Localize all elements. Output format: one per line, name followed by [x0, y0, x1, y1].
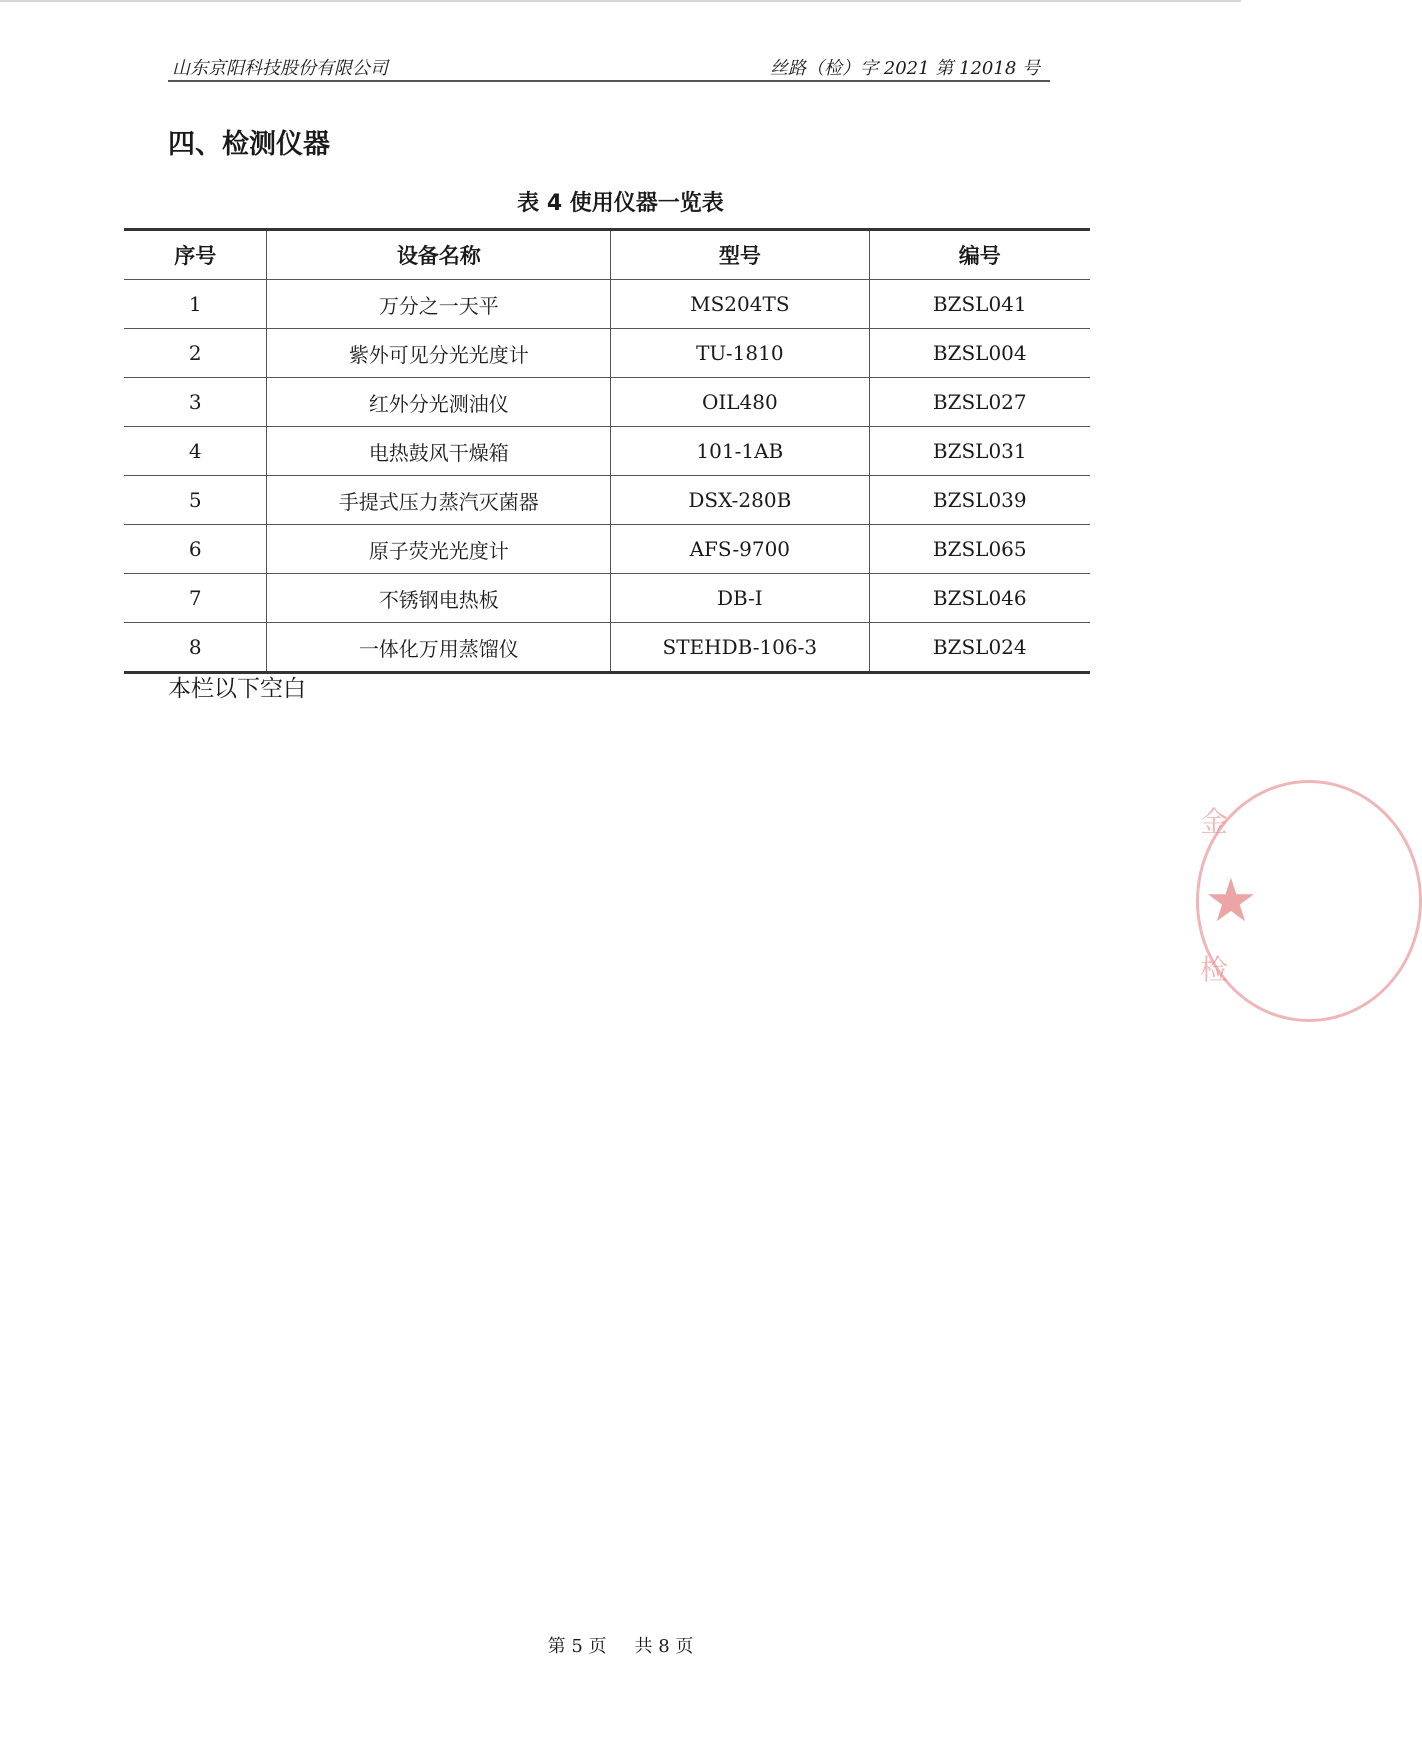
seal-star-icon: ★: [1204, 866, 1258, 936]
table-row: [124, 623, 1090, 673]
instrument-table: [124, 228, 1090, 674]
report-number: 丝路（检）字 2021 第 12018 号: [770, 58, 1040, 79]
cell-model: 101-1AB: [611, 427, 869, 476]
page-total: 共 8 页: [634, 1636, 694, 1657]
table-row: [124, 378, 1090, 427]
cell-code: BZSL024: [869, 623, 1090, 673]
table-caption: 表 4 使用仪器一览表: [517, 191, 724, 216]
cell-device-name: 红外分光测油仪: [267, 378, 611, 427]
cell-model: STEHDB-106-3: [611, 623, 869, 673]
seal-char: 金: [1200, 805, 1229, 838]
cell-seq: 2: [124, 329, 267, 378]
cell-code: BZSL065: [869, 525, 1090, 574]
cell-seq: 8: [124, 623, 267, 673]
cell-device-name: 紫外可见分光光度计: [267, 329, 611, 378]
cell-seq: 5: [124, 476, 267, 525]
table-row: [124, 574, 1090, 623]
header-model: 型号: [611, 230, 869, 280]
table-row: [124, 525, 1090, 574]
cell-device-name: 电热鼓风干燥箱: [267, 427, 611, 476]
seal-char: 检: [1200, 953, 1229, 986]
cell-model: TU-1810: [611, 329, 869, 378]
cell-device-name: 一体化万用蒸馏仪: [267, 623, 611, 673]
page-header: [168, 50, 1050, 82]
cell-model: OIL480: [611, 378, 869, 427]
table-header-row: [124, 230, 1090, 280]
page-footer: [0, 1632, 1241, 1658]
cell-code: BZSL004: [869, 329, 1090, 378]
table-row: [124, 329, 1090, 378]
cell-device-name: 不锈钢电热板: [267, 574, 611, 623]
cell-device-name: 原子荧光光度计: [267, 525, 611, 574]
cell-seq: 3: [124, 378, 267, 427]
cell-code: BZSL039: [869, 476, 1090, 525]
header-seq: 序号: [124, 230, 267, 280]
cell-code: BZSL031: [869, 427, 1090, 476]
official-seal: [1192, 780, 1258, 1020]
cell-model: DB-I: [611, 574, 869, 623]
cell-code: BZSL046: [869, 574, 1090, 623]
company-name: 山东京阳科技股份有限公司: [172, 58, 388, 79]
section-title: 四、检测仪器: [168, 129, 330, 160]
page-number: 第 5 页: [547, 1636, 607, 1657]
cell-seq: 1: [124, 280, 267, 329]
blank-below-note: 本栏以下空白: [168, 676, 306, 702]
cell-model: AFS-9700: [611, 525, 869, 574]
cell-seq: 7: [124, 574, 267, 623]
cell-code: BZSL041: [869, 280, 1090, 329]
header-device-name: 设备名称: [267, 230, 611, 280]
page-top-edge: [0, 0, 1241, 2]
header-code: 编号: [869, 230, 1090, 280]
cell-seq: 4: [124, 427, 267, 476]
cell-model: MS204TS: [611, 280, 869, 329]
cell-seq: 6: [124, 525, 267, 574]
cell-device-name: 万分之一天平: [267, 280, 611, 329]
cell-model: DSX-280B: [611, 476, 869, 525]
table-row: [124, 476, 1090, 525]
cell-code: BZSL027: [869, 378, 1090, 427]
table-row: [124, 280, 1090, 329]
cell-device-name: 手提式压力蒸汽灭菌器: [267, 476, 611, 525]
table-row: [124, 427, 1090, 476]
